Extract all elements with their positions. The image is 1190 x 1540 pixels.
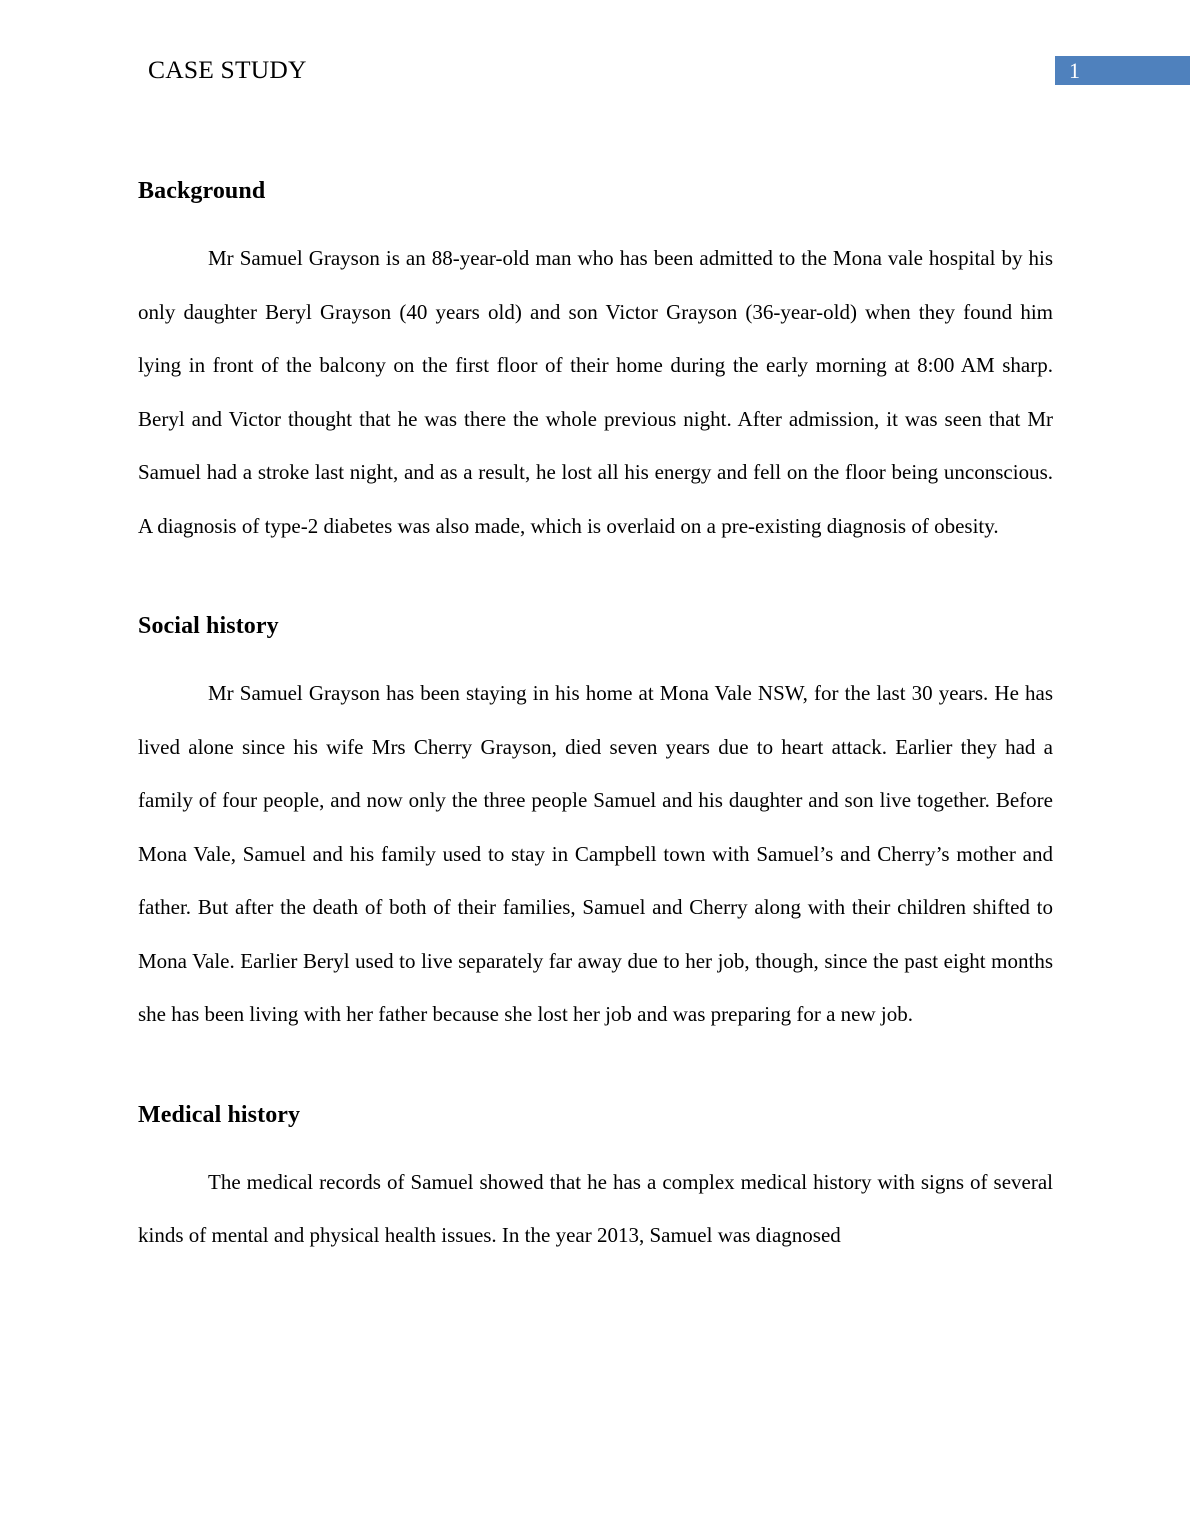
running-header-title: CASE STUDY: [148, 55, 307, 84]
spacer: [138, 1130, 1053, 1156]
spacer: [138, 206, 1053, 232]
section-heading-medical-history: Medical history: [138, 1101, 301, 1128]
section-heading-background: Background: [138, 178, 266, 204]
spacer: [138, 1042, 1053, 1100]
section-paragraph-social-history: Mr Samuel Grayson has been staying in his home at Mona Vale NSW, for the last 30 years. He has lived alone since his wife Mrs Cherry Grayson, died seven years due to heart attack. Earlier they had a family of four people, and now only the three people Samuel and his daughter and son live together. Before Mona Vale, Samuel and his family used to stay in Campbell town with Samuel’s and Cherry’s mother and father. But after the death of both of their families, Samuel and Cherry along with their children shifted to Mona Vale. Earlier Beryl used to live separately far away due to her job, though, since the past eight months she has been living with her father because she lost her job and was preparing for a new job.: [138, 681, 1053, 1026]
section-heading-social-history: Social history: [138, 613, 279, 639]
page-number: 1: [1069, 58, 1080, 83]
section-paragraph-background: Mr Samuel Grayson is an 88-year-old man who has been admitted to the Mona vale hospital by his only daughter Beryl Grayson (40 years old) and son Victor Grayson (36-year-old) when they found him lying in front of the balcony on the first floor of their home during the early morning at 8:00 AM sharp. Beryl and Victor thought that he was there the whole previous night. After admission, it was seen that Mr Samuel had a stroke last night, and as a result, he lost all his energy and fell on the floor being unconscious. A diagnosis of type-2 diabetes was also made, which is overlaid on a pre-existing diagnosis of obesity.: [138, 246, 1053, 538]
page-number-banner: [1055, 56, 1190, 85]
page-header: [0, 0, 1190, 110]
section-paragraph-medical-history: The medical records of Samuel showed that he has a complex medical history with signs of several kinds of mental and physical health issues. In the year 2013, Samuel was diagnosed: [138, 1169, 1053, 1247]
spacer: [138, 553, 1053, 611]
document-body: [138, 176, 1053, 1263]
spacer: [138, 641, 1053, 667]
